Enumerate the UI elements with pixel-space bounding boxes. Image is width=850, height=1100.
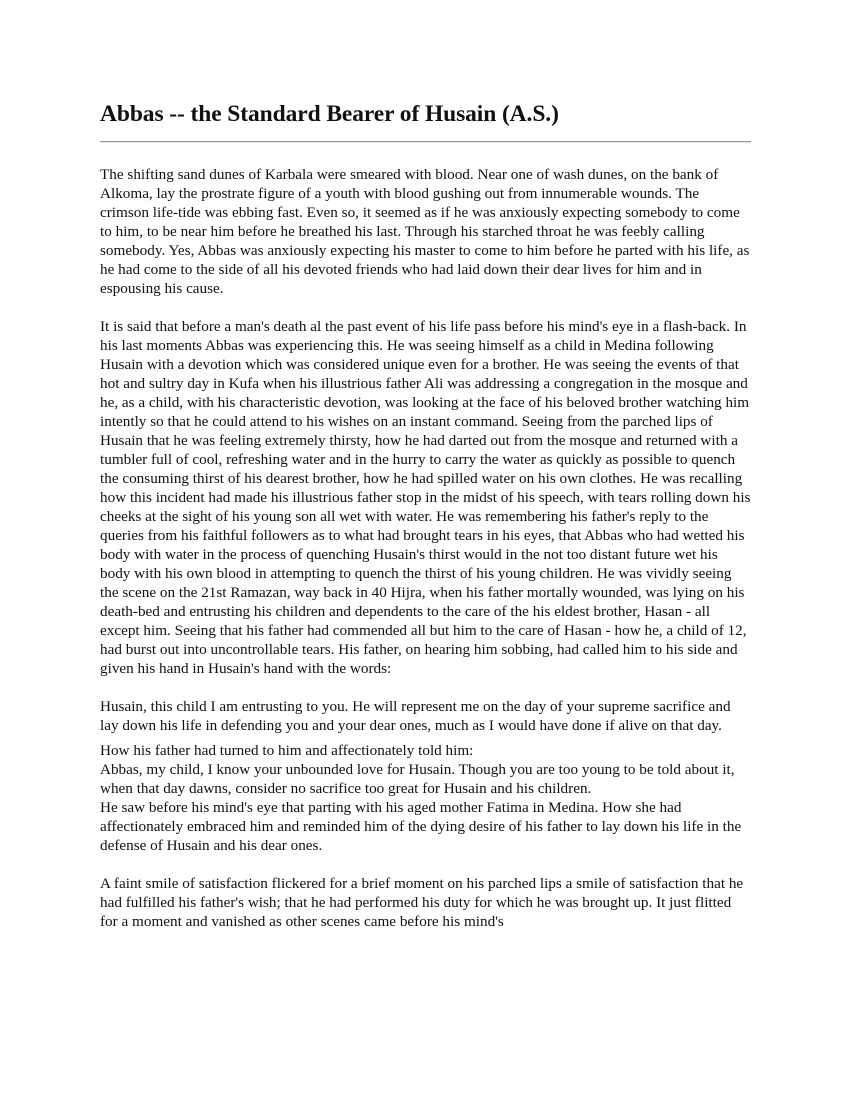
paragraph-1: The shifting sand dunes of Karbala were smeared with blood. Near one of wash dunes, on the bank of Alkoma, lay the prostrate figure of a youth with blood gushing out from innumerable wounds. The crimson life-tide was ebbing fast. Even so, it seemed as if he was anxiously expecting somebody to come to him, to be near him before he breathed his last. Through his starched throat he was feebly calling somebody. Yes, Abbas was anxiously expecting his master to come to him before he parted with his life, as he had come to the side of all his devoted friends who had laid down their dear lives for him and in espousing his cause.: [100, 166, 750, 297]
paragraph-2: It is said that before a man's death al the past event of his life pass before his mind's eye in a flash-back. In his last moments Abbas was experiencing this. He was seeing himself as a child in Medina following Husain with a devotion which was considered unique even for a brother. He was seeing the events of that hot and sultry day in Kufa when his illustrious father Ali was addressing a congregation in the mosque and he, as a child, with his characteristic devotion, was looking at the face of his beloved brother watching him intently so that he could attend to his wishes on an instant command. Seeing from the parched lips of Husain that he was feeling extremely thirsty, how he had darted out from the mosque and returned with a tumbler full of cool, refreshing water and in the hurry to carry the water as quickly as possible to quench the consuming thirst of his dearest brother, how he had spilled water on his own clothes. He was recalling how this incident had made his illustrious father stop in the midst of his speech, with tears rolling down his cheeks at the sight of his young son all wet with water. He was remembering his father's reply to the queries from his faithful followers as to what had brought tears in his eyes, that Abbas who had wetted his body with water in the process of quenching Husain's thirst would in the not too distant future wet his body with his own blood in attempting to quench the thirst of his young children. He was vividly seeing the scene on the 21st Ramazan, way back in 40 Hijra, when his father mortally wounded, was lying on his death-bed and entrusting his children and dependents to the care of the his eldest brother, Hasan - all except him. Seeing that his father had commended all but him to the care of Hasan - how he, a child of 12, had burst out into uncontrollable tears. His father, on hearing him sobbing, had called him to his side and given his hand in Husain's hand with the words:: [100, 318, 751, 677]
quote-ali-to-abbas: Abbas, my child, I know your unbounded love for Husain. Though you are too young to be told about it, when that day dawns, consider no sacrifice too great for Husain and his children.: [100, 761, 735, 797]
quote-ali-to-husain: Husain, this child I am entrusting to you. He will represent me on the day of your supreme sacrifice and lay down his life in defending you and your dear ones, much as I would have done if alive on that day.: [100, 698, 731, 734]
paragraph-5: A faint smile of satisfaction flickered for a brief moment on his parched lips a smile of satisfaction that he had fulfilled his father's wish; that he had performed his duty for which he was brought up. It just flitted for a moment and vanished as other scenes came before his mind's: [100, 875, 744, 930]
document-body: [100, 165, 751, 931]
paragraph-3: How his father had turned to him and affectionately told him:: [100, 742, 474, 759]
paragraph-4: He saw before his mind's eye that parting with his aged mother Fatima in Medina. How she had affectionately embraced him and reminded him of the dying desire of his father to lay down his life in the defense of Husain and his dear ones.: [100, 799, 742, 854]
document-page: [100, 98, 751, 931]
title-divider: [100, 141, 751, 143]
page-title: Abbas -- the Standard Bearer of Husain (A.S.): [100, 101, 559, 127]
